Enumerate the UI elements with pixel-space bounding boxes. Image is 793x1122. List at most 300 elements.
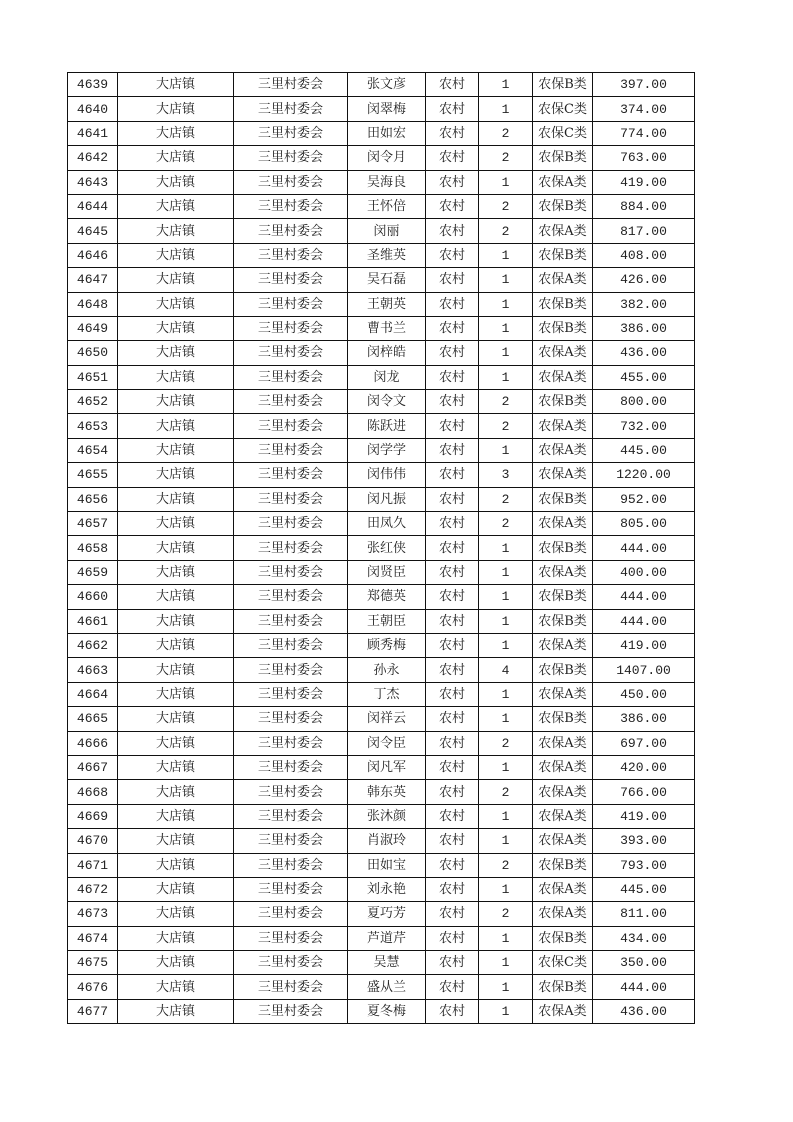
amount-cell: 450.00 [593, 682, 695, 706]
area-type-cell: 农村 [426, 146, 479, 170]
area-type-cell: 农村 [426, 829, 479, 853]
amount-cell: 732.00 [593, 414, 695, 438]
village-committee-cell: 三里村委会 [234, 755, 348, 779]
row-number-cell: 4651 [68, 365, 118, 389]
table-row [68, 926, 695, 950]
amount-cell: 445.00 [593, 877, 695, 901]
household-count-cell: 1 [479, 707, 533, 731]
row-number-cell: 4671 [68, 853, 118, 877]
row-number-cell: 4642 [68, 146, 118, 170]
row-number-cell: 4641 [68, 121, 118, 145]
person-name-cell: 田凤久 [348, 512, 426, 536]
amount-cell: 1407.00 [593, 658, 695, 682]
village-committee-cell: 三里村委会 [234, 926, 348, 950]
village-committee-cell: 三里村委会 [234, 414, 348, 438]
household-count-cell: 1 [479, 609, 533, 633]
area-type-cell: 农村 [426, 560, 479, 584]
table-row [68, 268, 695, 292]
town-cell: 大店镇 [118, 146, 234, 170]
amount-cell: 766.00 [593, 780, 695, 804]
table-row [68, 73, 695, 97]
village-committee-cell: 三里村委会 [234, 731, 348, 755]
town-cell: 大店镇 [118, 585, 234, 609]
village-committee-cell: 三里村委会 [234, 292, 348, 316]
row-number-cell: 4645 [68, 219, 118, 243]
town-cell: 大店镇 [118, 97, 234, 121]
town-cell: 大店镇 [118, 926, 234, 950]
household-count-cell: 1 [479, 926, 533, 950]
table-row [68, 560, 695, 584]
amount-cell: 884.00 [593, 194, 695, 218]
village-committee-cell: 三里村委会 [234, 585, 348, 609]
row-number-cell: 4656 [68, 487, 118, 511]
town-cell: 大店镇 [118, 365, 234, 389]
insurance-type-cell: 农保A类 [533, 170, 593, 194]
table-row [68, 951, 695, 975]
village-committee-cell: 三里村委会 [234, 390, 348, 414]
person-name-cell: 王朝英 [348, 292, 426, 316]
village-committee-cell: 三里村委会 [234, 975, 348, 999]
insurance-type-cell: 农保B类 [533, 658, 593, 682]
table-row [68, 853, 695, 877]
person-name-cell: 圣维英 [348, 243, 426, 267]
village-committee-cell: 三里村委会 [234, 463, 348, 487]
amount-cell: 445.00 [593, 438, 695, 462]
town-cell: 大店镇 [118, 633, 234, 657]
household-count-cell: 1 [479, 365, 533, 389]
person-name-cell: 吴石磊 [348, 268, 426, 292]
town-cell: 大店镇 [118, 268, 234, 292]
person-name-cell: 闵凡振 [348, 487, 426, 511]
village-committee-cell: 三里村委会 [234, 268, 348, 292]
village-committee-cell: 三里村委会 [234, 877, 348, 901]
village-committee-cell: 三里村委会 [234, 170, 348, 194]
area-type-cell: 农村 [426, 585, 479, 609]
person-name-cell: 吴慧 [348, 951, 426, 975]
village-committee-cell: 三里村委会 [234, 97, 348, 121]
area-type-cell: 农村 [426, 268, 479, 292]
area-type-cell: 农村 [426, 487, 479, 511]
row-number-cell: 4661 [68, 609, 118, 633]
area-type-cell: 农村 [426, 780, 479, 804]
village-committee-cell: 三里村委会 [234, 121, 348, 145]
table-row [68, 633, 695, 657]
insurance-type-cell: 农保A类 [533, 268, 593, 292]
insurance-type-cell: 农保B类 [533, 487, 593, 511]
person-name-cell: 陈跃进 [348, 414, 426, 438]
area-type-cell: 农村 [426, 926, 479, 950]
row-number-cell: 4674 [68, 926, 118, 950]
row-number-cell: 4655 [68, 463, 118, 487]
row-number-cell: 4652 [68, 390, 118, 414]
person-name-cell: 闵翠梅 [348, 97, 426, 121]
insurance-type-cell: 农保B类 [533, 609, 593, 633]
town-cell: 大店镇 [118, 755, 234, 779]
amount-cell: 382.00 [593, 292, 695, 316]
household-count-cell: 4 [479, 658, 533, 682]
amount-cell: 800.00 [593, 390, 695, 414]
town-cell: 大店镇 [118, 390, 234, 414]
insurance-type-cell: 农保A类 [533, 877, 593, 901]
village-committee-cell: 三里村委会 [234, 194, 348, 218]
row-number-cell: 4676 [68, 975, 118, 999]
town-cell: 大店镇 [118, 73, 234, 97]
town-cell: 大店镇 [118, 780, 234, 804]
area-type-cell: 农村 [426, 658, 479, 682]
table-row [68, 341, 695, 365]
amount-cell: 952.00 [593, 487, 695, 511]
insurance-type-cell: 农保B类 [533, 853, 593, 877]
town-cell: 大店镇 [118, 682, 234, 706]
data-table [67, 72, 695, 1024]
amount-cell: 774.00 [593, 121, 695, 145]
town-cell: 大店镇 [118, 463, 234, 487]
person-name-cell: 闵伟伟 [348, 463, 426, 487]
table-row [68, 658, 695, 682]
area-type-cell: 农村 [426, 902, 479, 926]
insurance-type-cell: 农保A类 [533, 755, 593, 779]
person-name-cell: 顾秀梅 [348, 633, 426, 657]
insurance-type-cell: 农保B类 [533, 243, 593, 267]
village-committee-cell: 三里村委会 [234, 341, 348, 365]
amount-cell: 436.00 [593, 999, 695, 1023]
insurance-type-cell: 农保B类 [533, 707, 593, 731]
household-count-cell: 1 [479, 877, 533, 901]
household-count-cell: 2 [479, 194, 533, 218]
village-committee-cell: 三里村委会 [234, 902, 348, 926]
area-type-cell: 农村 [426, 853, 479, 877]
area-type-cell: 农村 [426, 121, 479, 145]
table-body [68, 73, 695, 1024]
table-row [68, 121, 695, 145]
area-type-cell: 农村 [426, 341, 479, 365]
household-count-cell: 3 [479, 463, 533, 487]
area-type-cell: 农村 [426, 243, 479, 267]
area-type-cell: 农村 [426, 97, 479, 121]
insurance-type-cell: 农保A类 [533, 780, 593, 804]
person-name-cell: 夏冬梅 [348, 999, 426, 1023]
village-committee-cell: 三里村委会 [234, 707, 348, 731]
household-count-cell: 1 [479, 97, 533, 121]
person-name-cell: 孙永 [348, 658, 426, 682]
person-name-cell: 闵龙 [348, 365, 426, 389]
town-cell: 大店镇 [118, 902, 234, 926]
household-count-cell: 1 [479, 170, 533, 194]
table-row [68, 755, 695, 779]
town-cell: 大店镇 [118, 731, 234, 755]
person-name-cell: 张文彦 [348, 73, 426, 97]
person-name-cell: 夏巧芳 [348, 902, 426, 926]
village-committee-cell: 三里村委会 [234, 633, 348, 657]
insurance-type-cell: 农保A类 [533, 512, 593, 536]
village-committee-cell: 三里村委会 [234, 804, 348, 828]
town-cell: 大店镇 [118, 804, 234, 828]
area-type-cell: 农村 [426, 755, 479, 779]
amount-cell: 793.00 [593, 853, 695, 877]
person-name-cell: 丁杰 [348, 682, 426, 706]
town-cell: 大店镇 [118, 438, 234, 462]
amount-cell: 436.00 [593, 341, 695, 365]
person-name-cell: 闵贤臣 [348, 560, 426, 584]
household-count-cell: 2 [479, 414, 533, 438]
insurance-type-cell: 农保A类 [533, 560, 593, 584]
table-row [68, 707, 695, 731]
household-count-cell: 1 [479, 633, 533, 657]
area-type-cell: 农村 [426, 438, 479, 462]
village-committee-cell: 三里村委会 [234, 73, 348, 97]
household-count-cell: 2 [479, 219, 533, 243]
insurance-type-cell: 农保B类 [533, 316, 593, 340]
village-committee-cell: 三里村委会 [234, 146, 348, 170]
row-number-cell: 4666 [68, 731, 118, 755]
amount-cell: 408.00 [593, 243, 695, 267]
household-count-cell: 1 [479, 975, 533, 999]
row-number-cell: 4658 [68, 536, 118, 560]
person-name-cell: 闵梓皓 [348, 341, 426, 365]
amount-cell: 697.00 [593, 731, 695, 755]
person-name-cell: 张沐颜 [348, 804, 426, 828]
person-name-cell: 闵令月 [348, 146, 426, 170]
insurance-type-cell: 农保A类 [533, 902, 593, 926]
insurance-type-cell: 农保C类 [533, 121, 593, 145]
row-number-cell: 4639 [68, 73, 118, 97]
area-type-cell: 农村 [426, 536, 479, 560]
insurance-type-cell: 农保B类 [533, 146, 593, 170]
household-count-cell: 1 [479, 682, 533, 706]
town-cell: 大店镇 [118, 951, 234, 975]
area-type-cell: 农村 [426, 804, 479, 828]
village-committee-cell: 三里村委会 [234, 243, 348, 267]
table-row [68, 731, 695, 755]
table-row [68, 682, 695, 706]
town-cell: 大店镇 [118, 414, 234, 438]
table-row [68, 877, 695, 901]
amount-cell: 444.00 [593, 585, 695, 609]
person-name-cell: 田如宝 [348, 853, 426, 877]
village-committee-cell: 三里村委会 [234, 438, 348, 462]
town-cell: 大店镇 [118, 219, 234, 243]
person-name-cell: 张红侠 [348, 536, 426, 560]
person-name-cell: 盛从兰 [348, 975, 426, 999]
amount-cell: 419.00 [593, 804, 695, 828]
insurance-type-cell: 农保A类 [533, 804, 593, 828]
village-committee-cell: 三里村委会 [234, 658, 348, 682]
table-row [68, 609, 695, 633]
insurance-type-cell: 农保B类 [533, 194, 593, 218]
row-number-cell: 4653 [68, 414, 118, 438]
village-committee-cell: 三里村委会 [234, 560, 348, 584]
insurance-type-cell: 农保C类 [533, 951, 593, 975]
town-cell: 大店镇 [118, 999, 234, 1023]
village-committee-cell: 三里村委会 [234, 512, 348, 536]
town-cell: 大店镇 [118, 170, 234, 194]
area-type-cell: 农村 [426, 999, 479, 1023]
town-cell: 大店镇 [118, 560, 234, 584]
person-name-cell: 肖淑玲 [348, 829, 426, 853]
insurance-type-cell: 农保A类 [533, 463, 593, 487]
insurance-type-cell: 农保B类 [533, 975, 593, 999]
amount-cell: 386.00 [593, 707, 695, 731]
town-cell: 大店镇 [118, 292, 234, 316]
household-count-cell: 1 [479, 341, 533, 365]
table-row [68, 512, 695, 536]
area-type-cell: 农村 [426, 414, 479, 438]
row-number-cell: 4659 [68, 560, 118, 584]
village-committee-cell: 三里村委会 [234, 487, 348, 511]
village-committee-cell: 三里村委会 [234, 682, 348, 706]
insurance-type-cell: 农保A类 [533, 731, 593, 755]
person-name-cell: 王朝臣 [348, 609, 426, 633]
village-committee-cell: 三里村委会 [234, 365, 348, 389]
insurance-type-cell: 农保A类 [533, 633, 593, 657]
row-number-cell: 4640 [68, 97, 118, 121]
table-row [68, 585, 695, 609]
household-count-cell: 1 [479, 438, 533, 462]
person-name-cell: 郑德英 [348, 585, 426, 609]
amount-cell: 444.00 [593, 609, 695, 633]
row-number-cell: 4673 [68, 902, 118, 926]
village-committee-cell: 三里村委会 [234, 536, 348, 560]
area-type-cell: 农村 [426, 609, 479, 633]
household-count-cell: 1 [479, 73, 533, 97]
household-count-cell: 2 [479, 780, 533, 804]
household-count-cell: 2 [479, 487, 533, 511]
insurance-type-cell: 农保A类 [533, 999, 593, 1023]
table-row [68, 487, 695, 511]
town-cell: 大店镇 [118, 536, 234, 560]
person-name-cell: 闵凡军 [348, 755, 426, 779]
table-row [68, 780, 695, 804]
person-name-cell: 闵丽 [348, 219, 426, 243]
town-cell: 大店镇 [118, 658, 234, 682]
row-number-cell: 4677 [68, 999, 118, 1023]
row-number-cell: 4648 [68, 292, 118, 316]
table-row [68, 999, 695, 1023]
table-row [68, 902, 695, 926]
town-cell: 大店镇 [118, 316, 234, 340]
insurance-type-cell: 农保A类 [533, 438, 593, 462]
row-number-cell: 4665 [68, 707, 118, 731]
area-type-cell: 农村 [426, 390, 479, 414]
area-type-cell: 农村 [426, 682, 479, 706]
amount-cell: 455.00 [593, 365, 695, 389]
table-row [68, 97, 695, 121]
person-name-cell: 田如宏 [348, 121, 426, 145]
insurance-type-cell: 农保A类 [533, 682, 593, 706]
insurance-type-cell: 农保A类 [533, 341, 593, 365]
amount-cell: 400.00 [593, 560, 695, 584]
household-count-cell: 1 [479, 999, 533, 1023]
row-number-cell: 4667 [68, 755, 118, 779]
amount-cell: 763.00 [593, 146, 695, 170]
amount-cell: 393.00 [593, 829, 695, 853]
town-cell: 大店镇 [118, 609, 234, 633]
table-row [68, 536, 695, 560]
amount-cell: 374.00 [593, 97, 695, 121]
household-count-cell: 2 [479, 902, 533, 926]
area-type-cell: 农村 [426, 633, 479, 657]
town-cell: 大店镇 [118, 341, 234, 365]
amount-cell: 397.00 [593, 73, 695, 97]
town-cell: 大店镇 [118, 121, 234, 145]
insurance-type-cell: 农保B类 [533, 536, 593, 560]
row-number-cell: 4663 [68, 658, 118, 682]
table-row [68, 829, 695, 853]
area-type-cell: 农村 [426, 975, 479, 999]
household-count-cell: 2 [479, 512, 533, 536]
area-type-cell: 农村 [426, 316, 479, 340]
row-number-cell: 4672 [68, 877, 118, 901]
area-type-cell: 农村 [426, 951, 479, 975]
household-count-cell: 1 [479, 268, 533, 292]
amount-cell: 419.00 [593, 633, 695, 657]
household-count-cell: 1 [479, 536, 533, 560]
town-cell: 大店镇 [118, 487, 234, 511]
row-number-cell: 4654 [68, 438, 118, 462]
amount-cell: 811.00 [593, 902, 695, 926]
insurance-type-cell: 农保A类 [533, 829, 593, 853]
household-count-cell: 2 [479, 390, 533, 414]
village-committee-cell: 三里村委会 [234, 829, 348, 853]
row-number-cell: 4646 [68, 243, 118, 267]
town-cell: 大店镇 [118, 243, 234, 267]
table-row [68, 292, 695, 316]
table-row [68, 316, 695, 340]
household-count-cell: 1 [479, 243, 533, 267]
row-number-cell: 4669 [68, 804, 118, 828]
village-committee-cell: 三里村委会 [234, 219, 348, 243]
household-count-cell: 1 [479, 292, 533, 316]
table-row [68, 414, 695, 438]
household-count-cell: 1 [479, 585, 533, 609]
household-count-cell: 1 [479, 755, 533, 779]
household-count-cell: 2 [479, 853, 533, 877]
town-cell: 大店镇 [118, 707, 234, 731]
person-name-cell: 曹书兰 [348, 316, 426, 340]
area-type-cell: 农村 [426, 463, 479, 487]
town-cell: 大店镇 [118, 512, 234, 536]
row-number-cell: 4657 [68, 512, 118, 536]
town-cell: 大店镇 [118, 829, 234, 853]
insurance-type-cell: 农保B类 [533, 585, 593, 609]
amount-cell: 386.00 [593, 316, 695, 340]
table-row [68, 365, 695, 389]
row-number-cell: 4670 [68, 829, 118, 853]
amount-cell: 420.00 [593, 755, 695, 779]
amount-cell: 434.00 [593, 926, 695, 950]
village-committee-cell: 三里村委会 [234, 951, 348, 975]
area-type-cell: 农村 [426, 365, 479, 389]
household-count-cell: 1 [479, 951, 533, 975]
row-number-cell: 4662 [68, 633, 118, 657]
insurance-type-cell: 农保B类 [533, 292, 593, 316]
amount-cell: 350.00 [593, 951, 695, 975]
amount-cell: 444.00 [593, 975, 695, 999]
insurance-type-cell: 农保A类 [533, 414, 593, 438]
insurance-type-cell: 农保C类 [533, 97, 593, 121]
insurance-type-cell: 农保B类 [533, 390, 593, 414]
area-type-cell: 农村 [426, 170, 479, 194]
table-row [68, 463, 695, 487]
row-number-cell: 4664 [68, 682, 118, 706]
table-row [68, 243, 695, 267]
table-row [68, 219, 695, 243]
row-number-cell: 4644 [68, 194, 118, 218]
area-type-cell: 农村 [426, 877, 479, 901]
household-count-cell: 1 [479, 804, 533, 828]
row-number-cell: 4668 [68, 780, 118, 804]
village-committee-cell: 三里村委会 [234, 780, 348, 804]
